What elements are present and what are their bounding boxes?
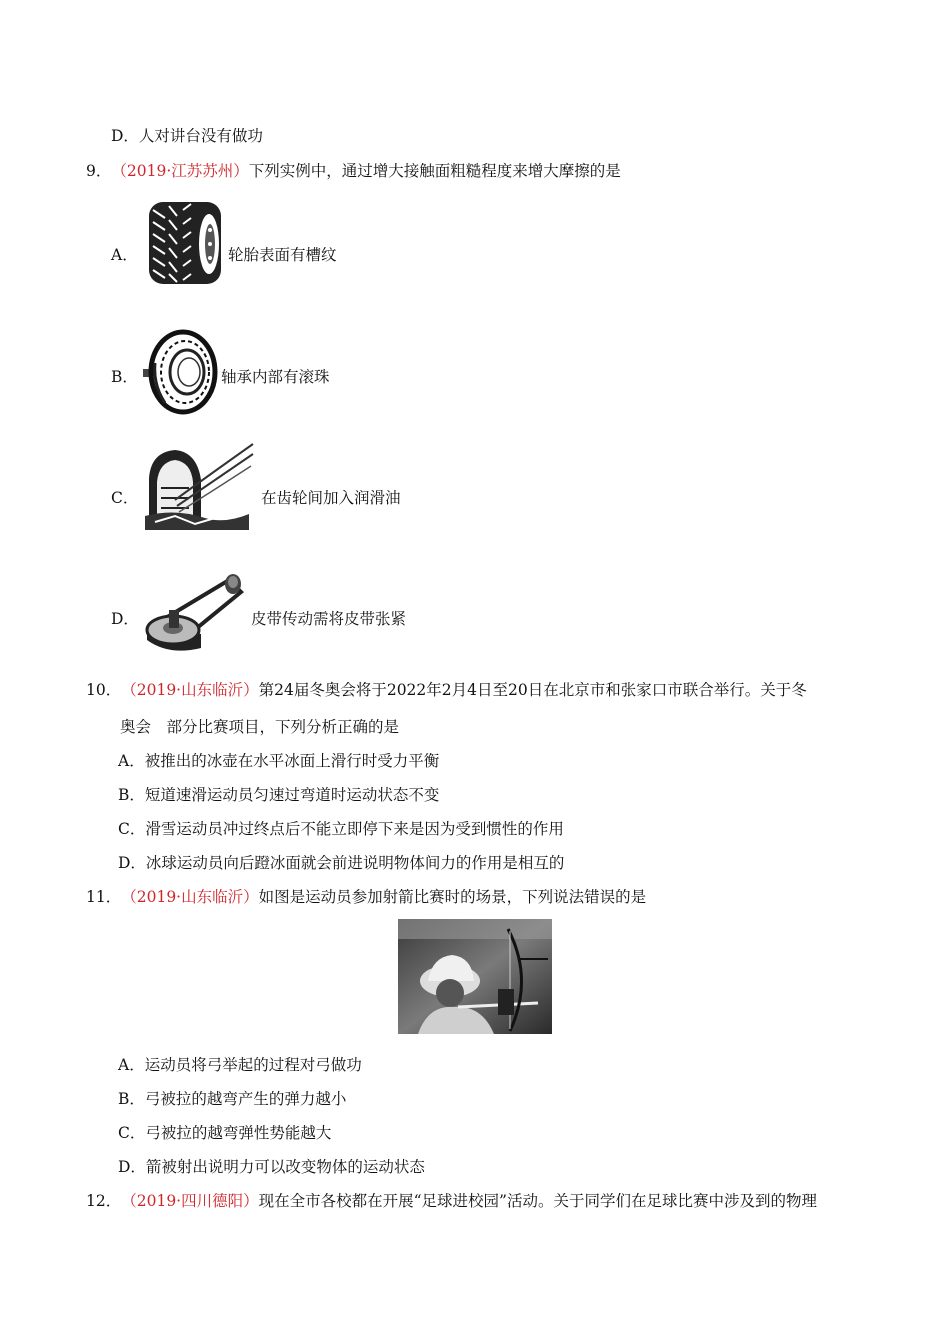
archer-photo: [398, 919, 552, 1034]
q11-stem: 如图是运动员参加射箭比赛时的场景，下列说法错误的是: [258, 888, 647, 906]
belt-drive-image: [145, 570, 247, 660]
q9-option-b-letter: B．: [111, 368, 138, 386]
tire-image: [147, 200, 225, 286]
q9-number: 9．: [86, 162, 112, 180]
q11-stem-line: [86, 886, 646, 908]
q10-option-b: B．短道速滑运动员匀速过弯道时运动状态不变: [118, 786, 440, 804]
q10-option-c: C．滑雪运动员冲过终点后不能立即停下来是因为受到惯性的作用: [118, 820, 564, 838]
q9-option-a-letter: A．: [111, 246, 138, 264]
q12-source: （2019·四川德阳）: [121, 1192, 259, 1210]
q9-stem-line: [86, 160, 621, 182]
q9-stem: 下列实例中，通过增大接触面粗糙程度来增大摩擦的是: [248, 162, 621, 180]
q10-source: （2019·山东临沂）: [121, 681, 259, 699]
q10-stem-line1: [86, 679, 807, 701]
q10-stem: 第24届冬奥会将于2022年2月4日至20日在北京市和张家口市联合举行。关于冬: [258, 681, 807, 699]
q9-source: （2019·江苏苏州）: [111, 162, 249, 180]
q10-number: 10．: [86, 681, 122, 699]
bearing-image: [143, 325, 221, 415]
q12-stem: 现在全市各校都在开展“足球进校园”活动。关于同学们在足球比赛中涉及到的物理: [258, 1192, 817, 1210]
q11-source: （2019·山东临沂）: [121, 888, 259, 906]
q12-number: 12．: [86, 1192, 122, 1210]
q10-option-a: A．被推出的冰壶在水平冰面上滑行时受力平衡: [118, 752, 440, 770]
gear-oil-image: [145, 438, 257, 530]
q9-option-d-letter: D．: [111, 610, 139, 628]
q9-option-c-letter: C．: [111, 489, 139, 507]
q11-option-b: B．弓被拉的越弯产生的弹力越小: [118, 1090, 347, 1108]
q9-option-a-text: 轮胎表面有槽纹: [228, 246, 337, 264]
q10-option-d: D．冰球运动员向后蹬冰面就会前进说明物体间力的作用是相互的: [118, 854, 565, 872]
q11-option-d: D．箭被射出说明力可以改变物体的运动状态: [118, 1158, 425, 1176]
q12-stem-line: [86, 1190, 817, 1212]
q8-option-d: D．人对讲台没有做功: [111, 127, 263, 145]
q11-number: 11．: [86, 888, 122, 906]
q9-option-d-text: 皮带传动需将皮带张紧: [251, 610, 407, 628]
q9-option-c-text: 在齿轮间加入润滑油: [261, 489, 401, 507]
q11-option-c: C．弓被拉的越弯弹性势能越大: [118, 1124, 332, 1142]
q9-option-b-text: 轴承内部有滚珠: [221, 368, 330, 386]
q10-stem-line2: 奥会 部分比赛项目，下列分析正确的是: [120, 718, 400, 736]
q11-option-a: A．运动员将弓举起的过程对弓做功: [118, 1056, 362, 1074]
